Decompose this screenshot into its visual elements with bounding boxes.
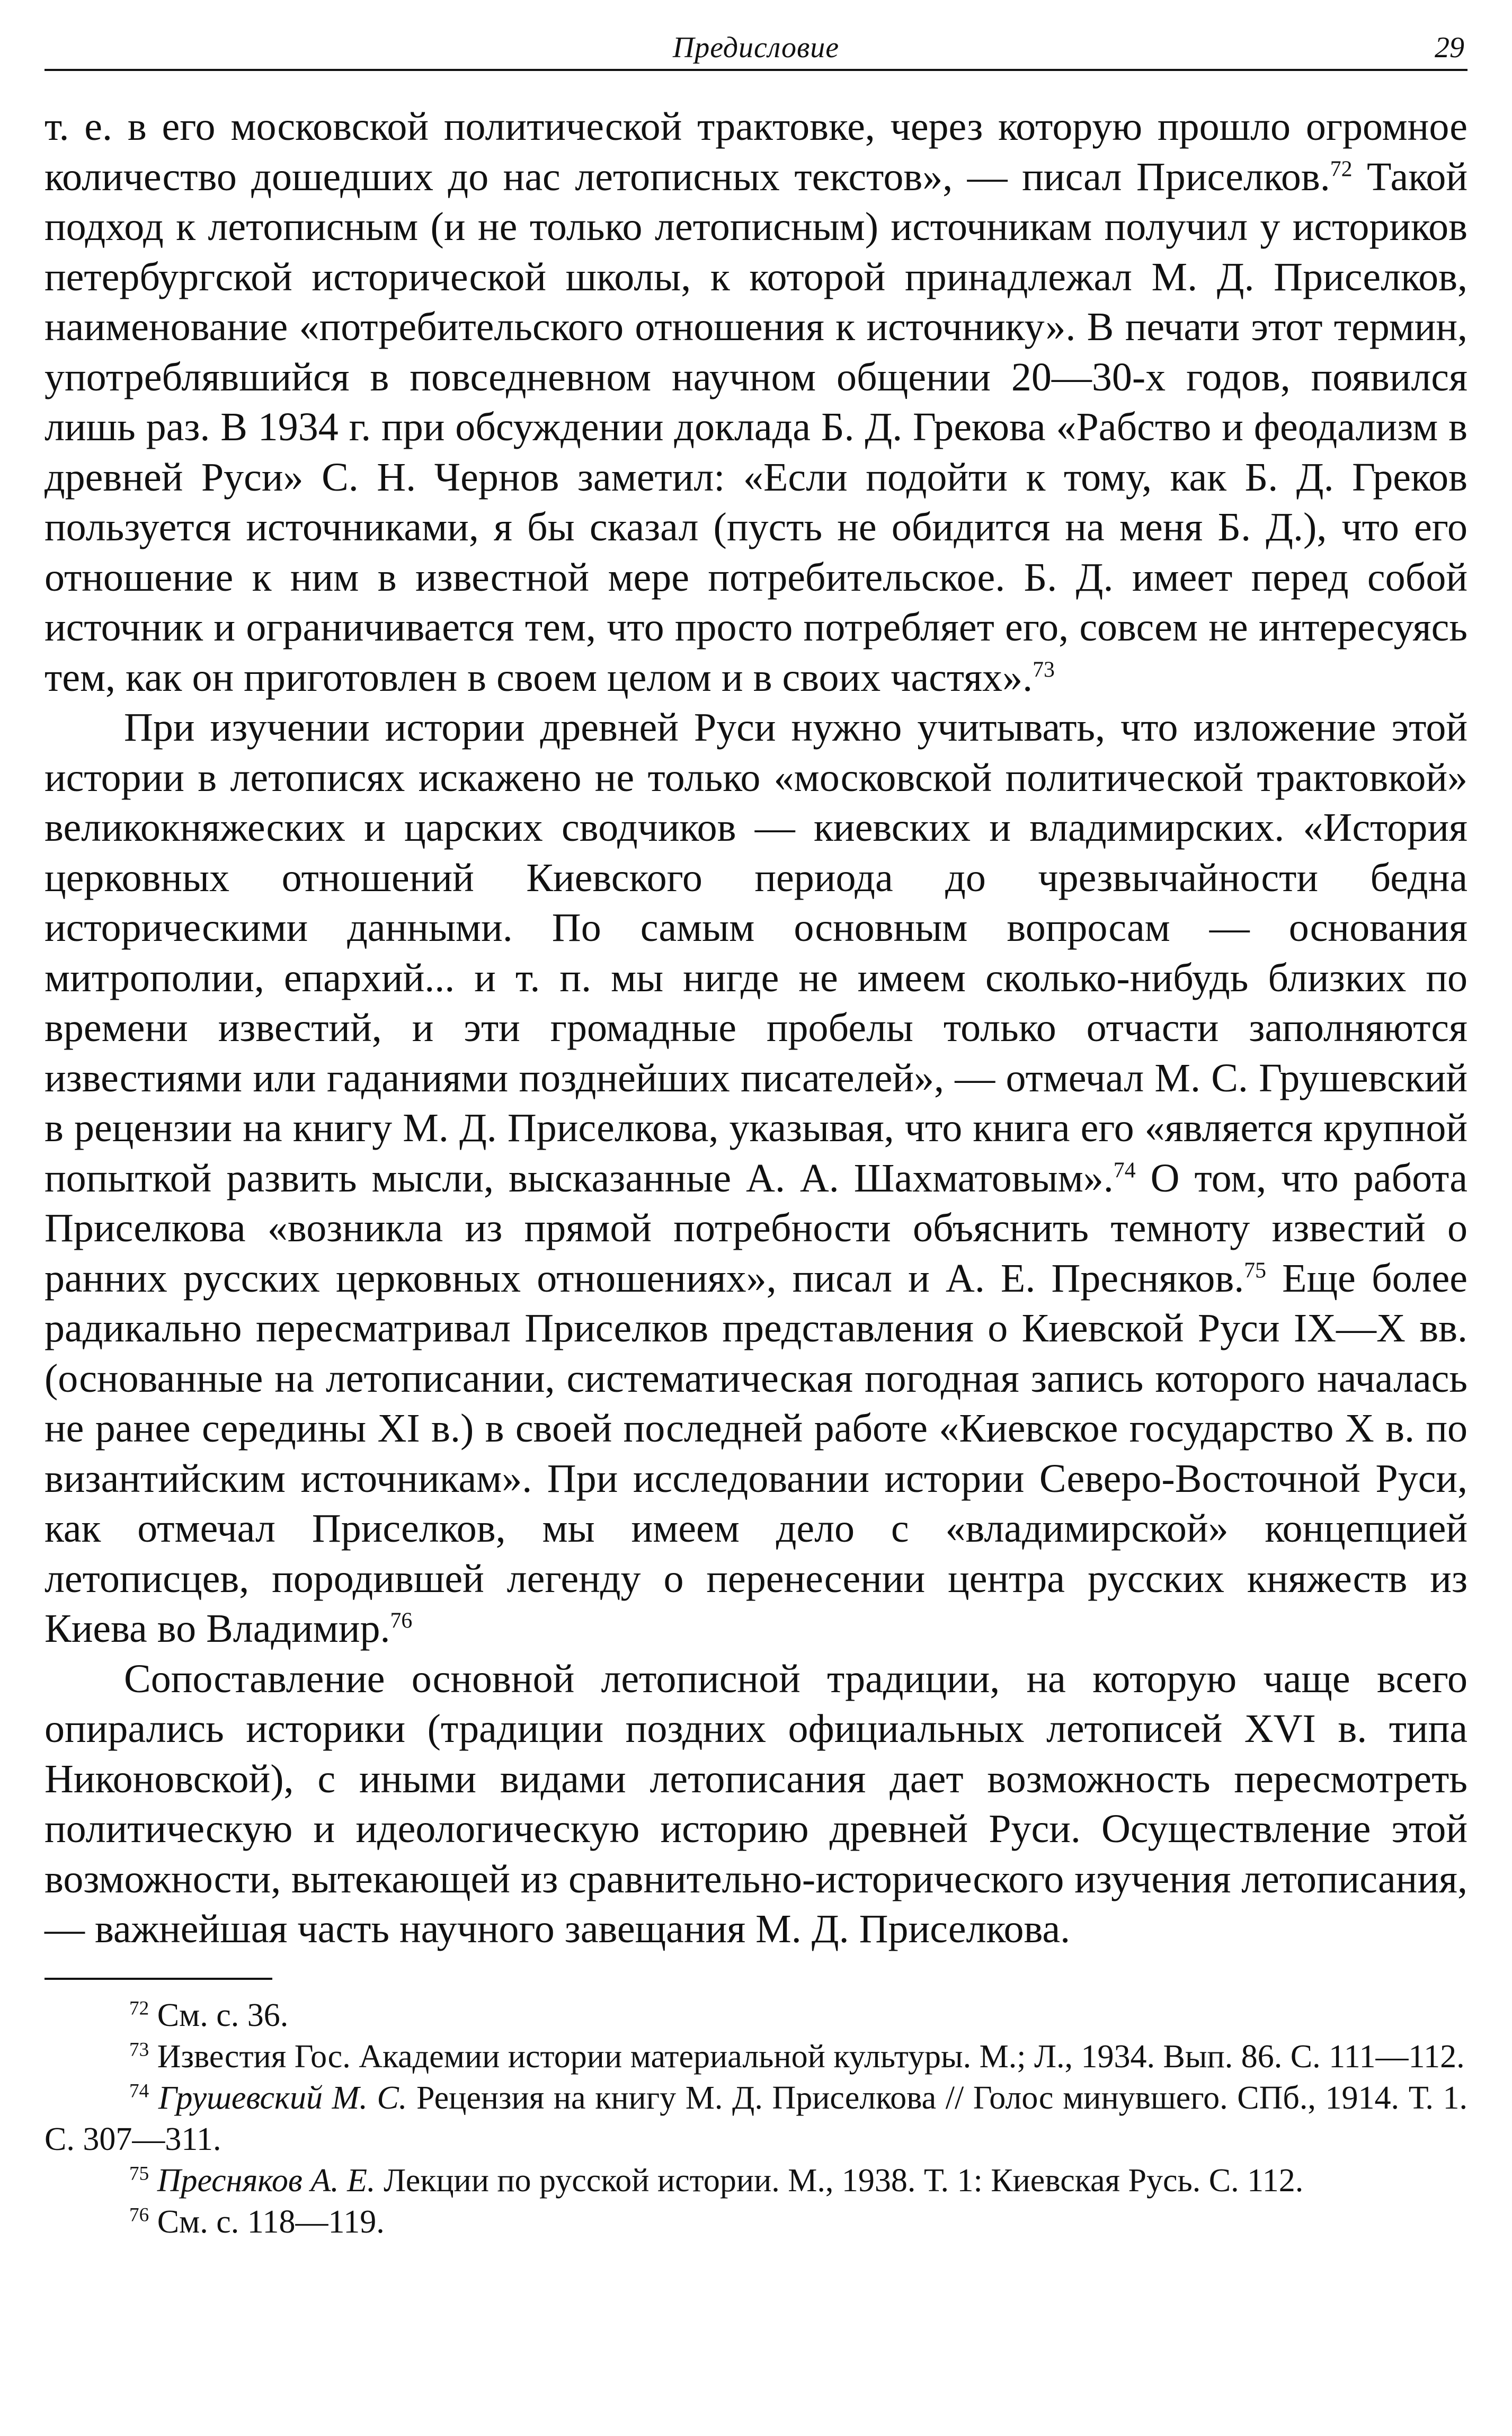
footnote-ref: 76 (390, 1608, 413, 1633)
footnote-ref: 75 (1244, 1258, 1267, 1283)
author-name: Грушевский М. С. (158, 2079, 407, 2116)
text-run: О том, что работа Приселкова «возникла из прямой потребности объяснить темноту известий о ранних русских церковных отношениях», писал и А. Е. Пресняков. (45, 1155, 1467, 1301)
footnotes (45, 1995, 1467, 2243)
paragraph (45, 102, 1467, 703)
text-run: Рецензия на книгу М. Д. Приселкова // Голос минувшего. СПб., 1914. Т. 1. С. 307—311. (45, 2079, 1468, 2157)
footnote (45, 2036, 1467, 2077)
page-number: 29 (1435, 31, 1464, 64)
text-run: Такой подход к летописным (и не только летописным) источникам получил у историков петербургской исторической школы, к которой принадлежал М. Д. Приселков, наименование «потребительского отношения к источнику». В печати этот термин, употреблявшийся в повседневном научном общении 20—30-х годов, появился лишь раз. В 1934 г. при обсуждении доклада Б. Д. Грекова «Рабство и феодализм в древней Руси» С. Н. Чернов заметил: «Если подойти к тому, как Б. Д. Греков пользуется источниками, я бы сказал (пусть не обидится на меня Б. Д.), что его отношение к ним в известной мере потребительское. Б. Д. имеет перед собой источник и ограничивается тем, что просто потребляет его, совсем не интересуясь тем, как он приготовлен в своем целом и в своих частях». (45, 154, 1468, 700)
footnote (45, 2201, 1467, 2243)
footnote (45, 2077, 1467, 2160)
footnote (45, 1995, 1467, 2036)
chapter-title: Предисловие (672, 31, 840, 64)
paragraph (45, 703, 1467, 1654)
footnote-number: 76 (129, 2203, 149, 2226)
running-header (45, 21, 1467, 71)
footnote-ref: 73 (1033, 657, 1055, 682)
text-run: Еще более радикально пересматривал Приселков представления о Киевской Руси IX—X вв. (основанные на летописании, систематическая погодная запись которого началась не ранее середины XI в.) в своей последней работе «Киевское государство X в. по византийским источникам». При исследовании истории Северо-Восточной Руси, как отмечал Приселков, мы имеем дело с «владимирской» концепцией летописцев, породившей легенду о перенесении центра русских княжеств из Киева во Владимир. (45, 1256, 1467, 1651)
footnote-ref: 74 (1113, 1158, 1136, 1183)
main-text (45, 102, 1467, 1954)
book-page (45, 21, 1467, 2243)
text-run: При изучении истории древней Руси нужно учитывать, что изложение этой истории в летописях искажено не только «московской политической трактовкой» великокняжеских и царских сводчиков — киевских и владимирских. «История церковных отношений Киевского периода до чрезвычайности бедна историческими данными. По самым основным вопросам — основания митрополии, епархий... и т. п. мы нигде не имеем сколько-нибудь близких по времени известий, и эти громадные пробелы только отчасти заполняются известиями или гаданиями позднейших писателей», — отмечал М. С. Грушевский в рецензии на книгу М. Д. Приселкова, указывая, что книга его «является крупной попыткой развить мысли, высказанные А. А. Шахматовым». (45, 705, 1467, 1201)
text-run: Лекции по русской истории. М., 1938. Т. 1: Киевская Русь. С. 112. (375, 2162, 1304, 2199)
text-run: См. с. 118—119. (157, 2203, 385, 2240)
footnote (45, 2160, 1467, 2201)
footnote-number: 72 (129, 1997, 149, 2019)
footnote-number: 73 (129, 2038, 149, 2060)
footnote-ref: 72 (1330, 157, 1353, 182)
footnote-number: 74 (129, 2079, 149, 2102)
footnote-number: 75 (129, 2162, 149, 2184)
text-run: т. е. в его московской политической трактовке, через которую прошло огромное количество дошедших до нас летописных текстов», — писал Приселков. (45, 104, 1467, 199)
text-run: Сопоставление основной летописной традиции, на которую чаще всего опирались историки (традиции поздних официальных летописей XVI в. типа Никоновской), с иными видами летописания дает возможность пересмотреть политическую и идеологическую историю древней Руси. Осуществление этой возможности, вытекающей из сравнительно-исторического изучения летописания, — важнейшая часть научного завещания М. Д. Приселкова. (45, 1656, 1467, 1951)
footnote-divider (45, 1978, 272, 1980)
text-run: Известия Гос. Академии истории материальной культуры. М.; Л., 1934. Вып. 86. С. 111—112. (157, 2038, 1465, 2075)
paragraph (45, 1654, 1467, 1954)
text-run: См. с. 36. (157, 1997, 289, 2033)
author-name: Пресняков А. Е. (157, 2162, 376, 2199)
